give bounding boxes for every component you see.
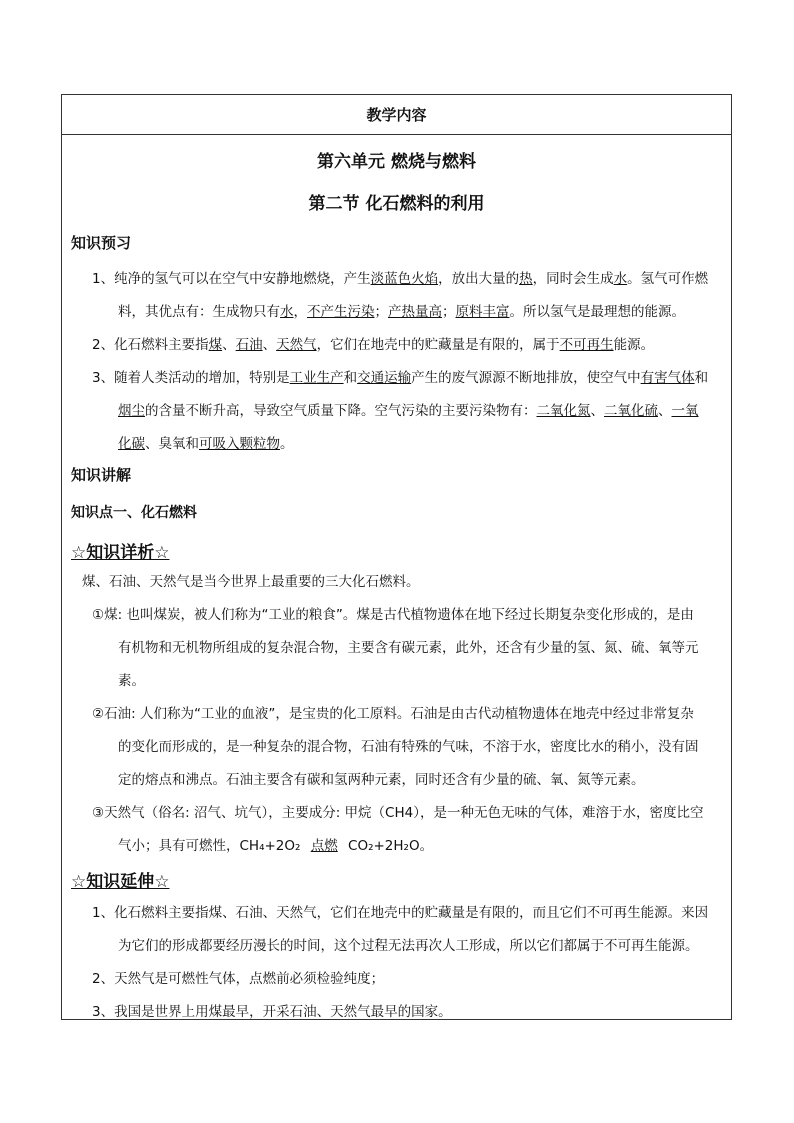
preview-text: 、: [590, 403, 604, 419]
extension-line: 2、天然气是可燃性气体，点燃前必须检验纯度；: [92, 971, 385, 987]
preview-answer: 煤: [208, 337, 223, 353]
unit-title: 第六单元 燃烧与燃料: [317, 152, 476, 172]
preview-text: 、: [658, 403, 672, 419]
lesson-table: [61, 94, 732, 1020]
preview-answer: 二氧化硫: [604, 403, 658, 419]
preview-answer: 不可再生: [559, 337, 614, 353]
preview-answer: 化碳: [118, 436, 145, 452]
preview-text: 产生的废气源源不断地排放，使空气中: [411, 370, 641, 386]
analysis-heading: ☆知识详析☆: [71, 543, 170, 563]
preview-text: 。氢气可作燃: [627, 271, 709, 287]
preview-text: 、: [262, 337, 277, 353]
coal-line: 有机物和无机物所组成的复杂混合物，主要含有碳元素，此外，还含有少量的氢、氮、硫、氧等元: [118, 640, 699, 656]
preview-text: ，: [293, 304, 307, 320]
preview-heading: 知识预习: [71, 234, 132, 252]
preview-text: 。: [280, 436, 294, 452]
table-header: 教学内容: [62, 95, 731, 135]
section-title: 第二节 化石燃料的利用: [308, 194, 485, 214]
preview-text: ，放出大量的: [438, 271, 520, 287]
oil-line: ②石油: 人们称为“工业的血液”，是宝贵的化工原料。石油是由古代动植物遗体在地壳中经过非常复杂: [92, 706, 694, 722]
preview-answer: 工业生产: [289, 370, 344, 386]
preview-answer: 交通运输: [357, 370, 412, 386]
coal-line: ①煤: 也叫煤炭，被人们称为“工业的粮食”。煤是古代植物遗体在地下经过长期复杂变化形成的，是由: [92, 607, 694, 623]
extension-heading: ☆知识延伸☆: [71, 872, 170, 892]
preview-answer: 一氧: [671, 403, 699, 419]
preview-answer: 二氧化氮: [536, 403, 591, 419]
preview-text: 、臭氧和: [145, 436, 199, 452]
preview-answer: 水: [280, 304, 294, 320]
preview-item-line: [118, 300, 685, 320]
gas-equation-line: [118, 834, 433, 854]
preview-text: 能源。: [613, 337, 655, 353]
preview-answer: 水: [613, 271, 628, 287]
preview-text: 和: [694, 370, 709, 386]
equation-left: CH₄+2O₂: [239, 838, 301, 854]
preview-text: ；: [442, 304, 456, 320]
equation-condition: 点燃: [310, 838, 338, 854]
preview-answer: 可吸入颗粒物: [199, 436, 280, 452]
preview-text: 。所以氢气是最理想的能源。: [509, 304, 685, 320]
preview-answer: 热: [519, 271, 533, 287]
preview-answer: 原料丰富: [455, 304, 510, 320]
preview-answer: 天然气: [276, 337, 317, 353]
point-title: 知识点一、化石燃料: [71, 505, 197, 521]
preview-item-line: [118, 432, 294, 452]
preview-text: ；: [374, 304, 388, 320]
preview-item-line: [118, 399, 699, 419]
gas-line: ③天然气（俗名: 沼气、坑气），主要成分: 甲烷（CH4），是一种无色无味的气体，难溶于水，密度比空: [92, 805, 704, 821]
preview-answer: 石油: [235, 337, 263, 353]
preview-answer: 淡蓝色火焰: [370, 271, 439, 287]
preview-text: ，它们在地壳中的贮藏量是有限的，属于: [316, 337, 560, 353]
preview-answer: 烟尘: [118, 403, 145, 419]
preview-answer: 产热量高: [388, 304, 442, 320]
extension-line: 3、我国是世界上用煤最早，开采石油、天然气最早的国家。: [92, 1004, 452, 1020]
preview-text: 料，其优点有：生成物只有: [118, 304, 280, 320]
preview-answer: 不产生污染: [307, 304, 375, 320]
extension-line: 为它们的形成都要经历漫长的时间，这个过程无法再次人工形成，所以它们都属于不可再生能源。: [118, 938, 699, 954]
lecture-heading: 知识讲解: [71, 466, 132, 484]
preview-text: ，同时会生成: [532, 271, 614, 287]
equation-right: CO₂+2H₂O。: [348, 838, 434, 854]
preview-answer: 有害气体: [640, 370, 695, 386]
preview-text: 3、随着人类活动的增加，特别是: [92, 370, 290, 386]
preview-text: 和: [343, 370, 358, 386]
oil-line: 的变化而形成的，是一种复杂的混合物，石油有特殊的气味，不溶于水，密度比水的稍小，没有固: [118, 739, 699, 755]
preview-item-line: [92, 267, 708, 287]
preview-text: 2、化石燃料主要指: [92, 337, 209, 353]
preview-item-line: [92, 366, 708, 386]
preview-text: 的含量不断升高，导致空气质量下降。空气污染的主要污染物有：: [145, 403, 537, 419]
preview-item-line: [92, 333, 654, 353]
preview-text: 、: [222, 337, 236, 353]
coal-line: 素。: [118, 673, 145, 689]
oil-line: 定的熔点和沸点。石油主要含有碳和氢两种元素，同时还含有少量的硫、氧、氮等元素。: [118, 772, 645, 788]
extension-line: 1、化石燃料主要指煤、石油、天然气，它们在地壳中的贮藏量是有限的，而且它们不可再生能源。来因: [92, 905, 709, 921]
gas-line-prefix: 气小；具有可燃性，: [118, 838, 240, 854]
preview-text: 1、纯净的氢气可以在空气中安静地燃烧，产生: [92, 271, 371, 287]
intro-text: 煤、石油、天然气是当今世界上最重要的三大化石燃料。: [82, 574, 420, 590]
